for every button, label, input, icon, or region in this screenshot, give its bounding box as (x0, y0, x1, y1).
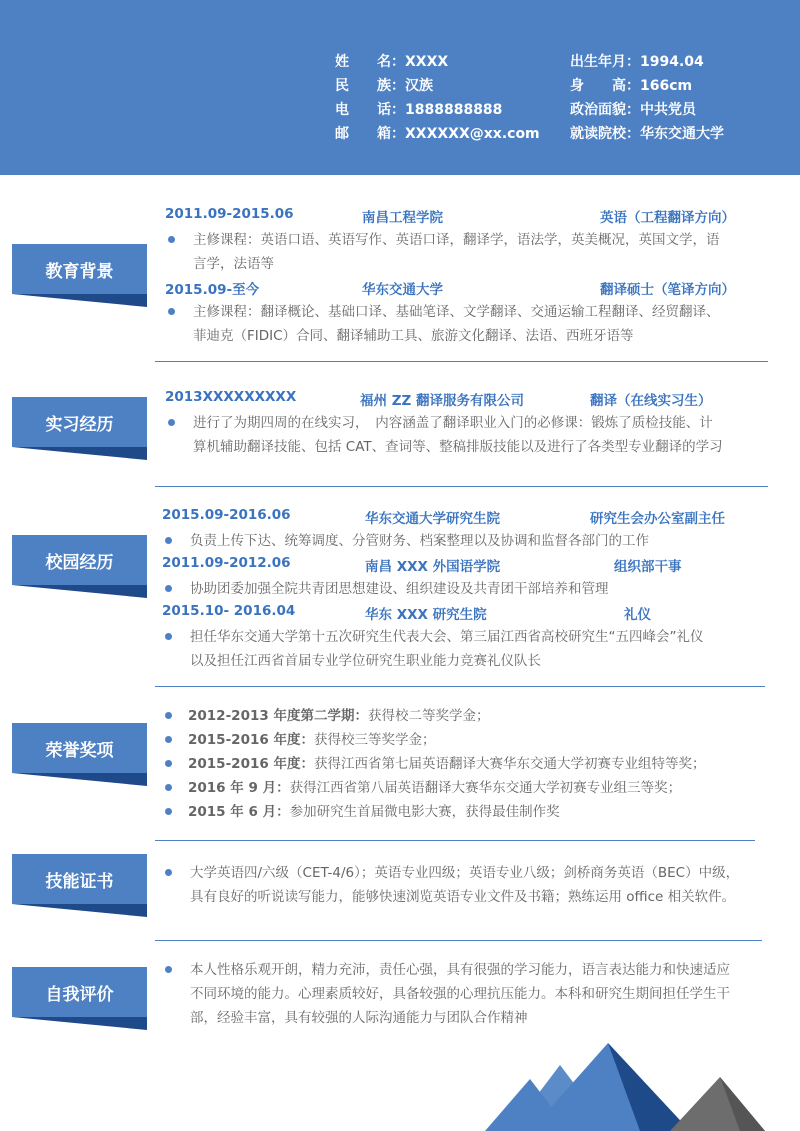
section-tab-internship (12, 397, 147, 447)
name-value: XXXX (405, 54, 449, 70)
campus-entry-3-desc (190, 625, 760, 673)
education-entry-2-desc (193, 300, 753, 348)
tab-fold (12, 447, 147, 460)
bullet-icon (165, 784, 172, 791)
section-title: 技能证书 (45, 871, 114, 892)
internship-entry-desc (193, 411, 753, 459)
campus-entry-1-desc (190, 529, 760, 553)
birth-row (570, 51, 704, 71)
entry-date: 2013XXXXXXXXX (165, 389, 297, 405)
desc-line: 主修课程：翻译概论、基础口译、基础笔译、文学翻译、交通运输工程翻译、经贸翻译、 (193, 304, 720, 320)
honor-item (188, 704, 768, 728)
bullet-icon (165, 537, 172, 544)
honor-desc: 获得校二等奖学金； (367, 708, 490, 724)
ethnicity-label: 民 族： (335, 78, 405, 94)
section-tab-skills (12, 854, 147, 904)
politics-value: 中共党员 (640, 102, 696, 118)
birth-label: 出生年月： (570, 54, 640, 70)
entry-org: 南昌工程学院 (362, 210, 443, 226)
ethnicity-value: 汉族 (405, 78, 433, 94)
bullet-icon (165, 712, 172, 719)
desc-line: 具有良好的听说读写能力，能够快速浏览英语专业文件及书籍；熟练运用 office 相关软件。 (190, 889, 736, 905)
tab-fold (12, 1017, 147, 1030)
bullet-icon (165, 585, 172, 592)
phone-label: 电 话： (335, 102, 405, 118)
entry-role: 组织部干事 (614, 559, 682, 575)
honor-term: 2015 年 6 月： (188, 804, 290, 820)
politics-row (570, 99, 696, 119)
desc-line: 主修课程：英语口语、英语写作、英语口译，翻译学，语法学，英美概况，英国文学，语 (193, 232, 720, 248)
height-label: 身 高： (570, 78, 640, 94)
bullet-icon (165, 736, 172, 743)
entry-role: 翻译硕士（笔译方向） (600, 282, 735, 298)
phone-value: 1888888888 (405, 102, 503, 118)
section-tab-self-evaluation (12, 967, 147, 1017)
desc-line: 担任华东交通大学第十五次研究生代表大会、第三届江西省高校研究生“五四峰会”礼仪 (190, 629, 704, 645)
desc-line: 言学，法语等 (193, 256, 274, 272)
desc-line: 不同环境的能力。心理素质较好，具备较强的心理抗压能力。本科和研究生期间担任学生干 (190, 986, 730, 1002)
honor-item (188, 752, 768, 776)
header-banner (0, 0, 800, 175)
skills-desc (190, 861, 765, 909)
entry-date: 2015.09-2016.06 (162, 507, 291, 523)
section-divider (155, 940, 762, 941)
bullet-icon (165, 760, 172, 767)
bullet-icon (165, 633, 172, 640)
bullet-icon (165, 869, 172, 876)
school-label: 就读院校： (570, 126, 640, 142)
entry-org: 华东 XXX 研究生院 (365, 607, 487, 623)
entry-date: 2015.09-至今 (165, 282, 260, 298)
tab-fold (12, 294, 147, 307)
name-label: 姓 名： (335, 54, 405, 70)
honor-desc: 获得校三等奖学金； (313, 732, 436, 748)
bullet-icon (168, 308, 175, 315)
desc-line: 协助团委加强全院共青团思想建设、组织建设及共青团干部培养和管理 (190, 581, 609, 597)
entry-role: 研究生会办公室副主任 (590, 511, 725, 527)
entry-org: 华东交通大学研究生院 (365, 511, 500, 527)
bullet-icon (168, 236, 175, 243)
entry-date: 2011.09-2015.06 (165, 206, 294, 222)
section-divider (155, 361, 768, 362)
name-row (335, 51, 448, 71)
email-label: 邮 箱： (335, 126, 405, 142)
email-value: XXXXXX@xx.com (405, 126, 540, 142)
email-row (335, 123, 540, 143)
section-title: 荣誉奖项 (45, 740, 114, 761)
education-entry-1-desc (193, 228, 753, 276)
section-divider (155, 840, 755, 841)
self-evaluation-desc (190, 958, 765, 1030)
desc-line: 菲迪克（FIDIC）合同、翻译辅助工具、旅游文化翻译、法语、西班牙语等 (193, 328, 634, 344)
entry-role: 翻译（在线实习生） (590, 393, 712, 409)
desc-line: 算机辅助翻译技能、包括 CAT、查词等、整稿排版技能以及进行了各类型专业翻译的学习 (193, 439, 723, 455)
bullet-icon (165, 808, 172, 815)
bullet-icon (168, 419, 175, 426)
honor-desc: 参加研究生首届微电影大赛，获得最佳制作奖 (289, 804, 560, 820)
tab-fold (12, 904, 147, 917)
politics-label: 政治面貌： (570, 102, 640, 118)
section-tab-honors (12, 723, 147, 773)
honor-term: 2015-2016 年度： (188, 756, 314, 772)
entry-role: 英语（工程翻译方向） (600, 210, 735, 226)
honor-desc: 获得江西省第七届英语翻译大赛华东交通大学初赛专业组特等奖； (313, 756, 706, 772)
campus-entry-2-desc (190, 577, 760, 601)
section-divider (155, 686, 765, 687)
entry-date: 2011.09-2012.06 (162, 555, 291, 571)
entry-role: 礼仪 (624, 607, 651, 623)
height-value: 166cm (640, 78, 693, 94)
mountains-decoration (470, 1035, 800, 1131)
ethnicity-row (335, 75, 433, 95)
desc-line: 本人性格乐观开朗，精力充沛，责任心强，具有很强的学习能力，语言表达能力和快速适应 (190, 962, 730, 978)
birth-value: 1994.04 (640, 54, 704, 70)
honor-item (188, 728, 768, 752)
bullet-icon (165, 966, 172, 973)
honor-item (188, 776, 768, 800)
section-title: 自我评价 (45, 984, 114, 1005)
school-row (570, 123, 724, 143)
honor-desc: 获得江西省第八届英语翻译大赛华东交通大学初赛专业组三等奖； (289, 780, 682, 796)
tab-fold (12, 585, 147, 598)
section-title: 校园经历 (45, 552, 114, 573)
height-row (570, 75, 692, 95)
desc-line: 部，经验丰富，具有较强的人际沟通能力与团队合作精神 (190, 1010, 528, 1026)
honor-term: 2015-2016 年度： (188, 732, 314, 748)
section-title: 实习经历 (45, 414, 114, 435)
tab-fold (12, 773, 147, 786)
entry-org: 福州 ZZ 翻译服务有限公司 (360, 393, 524, 409)
honor-item (188, 800, 768, 824)
desc-line: 负责上传下达、统筹调度、分管财务、档案整理以及协调和监督各部门的工作 (190, 533, 649, 549)
entry-org: 南昌 XXX 外国语学院 (365, 559, 501, 575)
section-divider (155, 486, 768, 487)
section-tab-education (12, 244, 147, 294)
honor-term: 2016 年 9 月： (188, 780, 290, 796)
honor-term: 2012-2013 年度第二学期： (188, 708, 368, 724)
entry-date: 2015.10- 2016.04 (162, 603, 296, 619)
section-tab-campus (12, 535, 147, 585)
desc-line: 进行了为期四周的在线实习， 内容涵盖了翻译职业入门的必修课：锻炼了质检技能、计 (193, 415, 713, 431)
phone-row (335, 99, 502, 119)
desc-line: 以及担任江西省首届专业学位研究生职业能力竞赛礼仪队长 (190, 653, 541, 669)
desc-line: 大学英语四/六级（CET-4/6）；英语专业四级；英语专业八级；剑桥商务英语（BEC）中级， (190, 865, 740, 881)
entry-org: 华东交通大学 (362, 282, 443, 298)
school-value: 华东交通大学 (640, 126, 724, 142)
section-title: 教育背景 (45, 261, 114, 282)
